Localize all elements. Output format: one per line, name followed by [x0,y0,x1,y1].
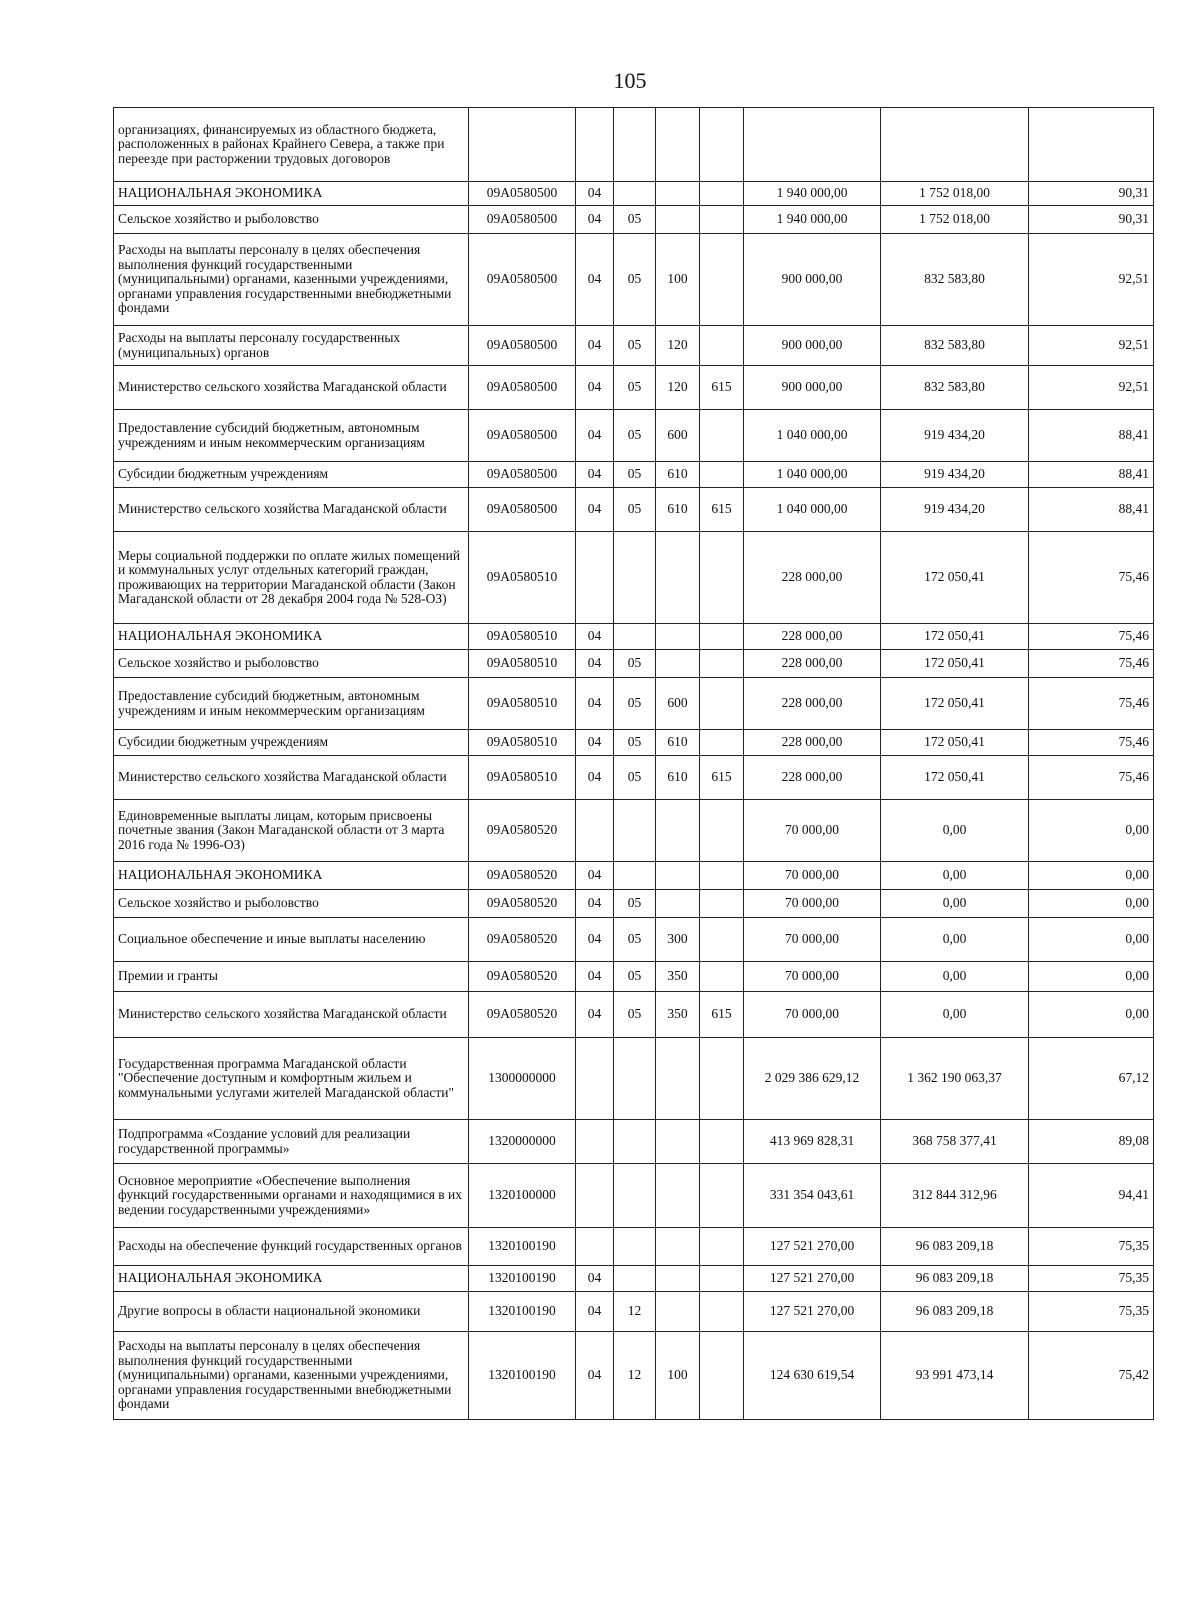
cell-vr: 610 [656,730,700,756]
cell-fact: 96 083 209,18 [881,1266,1029,1292]
table-row [114,992,1154,1038]
cell-gr [700,678,744,730]
cell-plan: 228 000,00 [744,756,881,800]
cell-rz: 04 [576,730,614,756]
cell-pct: 90,31 [1029,206,1154,234]
cell-rz: 04 [576,206,614,234]
cell-name: Сельское хозяйство и рыболовство [114,890,469,918]
cell-gr [700,624,744,650]
cell-pr: 05 [614,462,656,488]
cell-code: 09А0580500 [469,182,576,206]
cell-rz [576,1120,614,1164]
cell-code: 09А0580510 [469,756,576,800]
cell-vr [656,624,700,650]
table-row [114,206,1154,234]
cell-plan: 127 521 270,00 [744,1292,881,1332]
cell-gr [700,1120,744,1164]
cell-name: Основное мероприятие «Обеспечение выполнения функций государственными органами и находящимися в их ведении государственными учреждениями» [114,1164,469,1228]
cell-gr: 615 [700,756,744,800]
cell-pct [1029,108,1154,182]
cell-plan: 900 000,00 [744,234,881,326]
cell-pr [614,1266,656,1292]
cell-name: Социальное обеспечение и иные выплаты населению [114,918,469,962]
table-row [114,234,1154,326]
cell-rz: 04 [576,1292,614,1332]
cell-pr [614,1164,656,1228]
cell-rz [576,108,614,182]
cell-vr: 600 [656,678,700,730]
cell-name: Государственная программа Магаданской области "Обеспечение доступным и комфортным жильем и коммунальными услугами жителей Магаданской области" [114,1038,469,1120]
cell-vr [656,532,700,624]
cell-vr: 350 [656,992,700,1038]
cell-gr [700,730,744,756]
cell-gr [700,1038,744,1120]
cell-gr [700,410,744,462]
cell-code: 09А0580500 [469,488,576,532]
cell-pr: 05 [614,890,656,918]
cell-pr [614,862,656,890]
cell-name: Единовременные выплаты лицам, которым присвоены почетные звания (Закон Магаданской области от 3 марта 2016 года № 1996-ОЗ) [114,800,469,862]
cell-pct: 75,46 [1029,756,1154,800]
cell-pr [614,1120,656,1164]
table-row [114,800,1154,862]
table-row [114,918,1154,962]
cell-plan: 70 000,00 [744,962,881,992]
cell-code: 09А0580510 [469,532,576,624]
cell-code: 09А0580520 [469,862,576,890]
table-row [114,366,1154,410]
cell-fact: 919 434,20 [881,488,1029,532]
cell-fact: 1 752 018,00 [881,206,1029,234]
table-row [114,1266,1154,1292]
cell-plan: 70 000,00 [744,918,881,962]
cell-pr: 05 [614,992,656,1038]
cell-fact [881,108,1029,182]
cell-name: НАЦИОНАЛЬНАЯ ЭКОНОМИКА [114,1266,469,1292]
cell-vr: 120 [656,326,700,366]
cell-fact: 96 083 209,18 [881,1228,1029,1266]
cell-pr: 05 [614,678,656,730]
cell-fact: 919 434,20 [881,462,1029,488]
cell-plan: 228 000,00 [744,532,881,624]
cell-plan: 228 000,00 [744,678,881,730]
cell-pct: 75,46 [1029,624,1154,650]
cell-pct: 67,12 [1029,1038,1154,1120]
cell-code: 1320000000 [469,1120,576,1164]
cell-code [469,108,576,182]
cell-rz: 04 [576,992,614,1038]
cell-plan: 1 940 000,00 [744,182,881,206]
cell-pct: 88,41 [1029,488,1154,532]
cell-gr [700,800,744,862]
cell-code: 09А0580500 [469,326,576,366]
cell-fact: 1 752 018,00 [881,182,1029,206]
cell-rz: 04 [576,756,614,800]
cell-pr [614,182,656,206]
cell-pct: 89,08 [1029,1120,1154,1164]
cell-name: Подпрограмма «Создание условий для реализации государственной программы» [114,1120,469,1164]
cell-fact: 0,00 [881,862,1029,890]
cell-fact: 172 050,41 [881,532,1029,624]
cell-fact: 0,00 [881,962,1029,992]
page-number: 105 [613,68,647,93]
cell-rz: 04 [576,862,614,890]
cell-code: 1300000000 [469,1038,576,1120]
cell-vr [656,1038,700,1120]
cell-fact: 919 434,20 [881,410,1029,462]
cell-rz: 04 [576,624,614,650]
cell-vr [656,1120,700,1164]
cell-code: 09А0580510 [469,624,576,650]
cell-plan: 70 000,00 [744,890,881,918]
cell-code: 09А0580500 [469,410,576,462]
table-row [114,182,1154,206]
cell-plan: 127 521 270,00 [744,1266,881,1292]
cell-plan: 228 000,00 [744,730,881,756]
cell-fact: 0,00 [881,992,1029,1038]
cell-vr [656,650,700,678]
cell-pct: 75,46 [1029,730,1154,756]
cell-fact: 832 583,80 [881,234,1029,326]
cell-rz [576,1164,614,1228]
cell-vr [656,1292,700,1332]
cell-plan: 331 354 043,61 [744,1164,881,1228]
cell-vr [656,206,700,234]
cell-rz: 04 [576,1332,614,1420]
cell-gr [700,890,744,918]
cell-pr: 05 [614,410,656,462]
cell-code: 09А0580520 [469,890,576,918]
table-row [114,624,1154,650]
cell-rz: 04 [576,410,614,462]
table-row [114,730,1154,756]
cell-vr [656,1228,700,1266]
cell-rz: 04 [576,890,614,918]
cell-pr [614,108,656,182]
cell-gr [700,108,744,182]
cell-name: Предоставление субсидий бюджетным, автономным учреждениям и иным некоммерческим организациям [114,678,469,730]
cell-vr [656,862,700,890]
cell-name: Министерство сельского хозяйства Магаданской области [114,756,469,800]
cell-pct: 75,46 [1029,532,1154,624]
cell-plan: 900 000,00 [744,326,881,366]
cell-plan: 70 000,00 [744,800,881,862]
cell-fact: 96 083 209,18 [881,1292,1029,1332]
cell-pct: 75,46 [1029,650,1154,678]
cell-pct: 0,00 [1029,862,1154,890]
cell-rz: 04 [576,366,614,410]
cell-gr [700,326,744,366]
cell-fact: 0,00 [881,800,1029,862]
cell-gr [700,1266,744,1292]
cell-name: Министерство сельского хозяйства Магаданской области [114,366,469,410]
cell-plan: 1 940 000,00 [744,206,881,234]
cell-code: 09А0580500 [469,366,576,410]
cell-gr: 615 [700,488,744,532]
cell-rz: 04 [576,462,614,488]
cell-gr [700,462,744,488]
cell-pct: 0,00 [1029,890,1154,918]
cell-name: Сельское хозяйство и рыболовство [114,650,469,678]
cell-name: Сельское хозяйство и рыболовство [114,206,469,234]
cell-fact: 0,00 [881,890,1029,918]
cell-pct: 88,41 [1029,410,1154,462]
cell-pct: 92,51 [1029,326,1154,366]
cell-plan: 70 000,00 [744,862,881,890]
cell-pct: 94,41 [1029,1164,1154,1228]
table-row [114,532,1154,624]
table-row [114,890,1154,918]
cell-pr: 05 [614,918,656,962]
cell-pr [614,1038,656,1120]
cell-code: 1320100000 [469,1164,576,1228]
cell-pct: 75,35 [1029,1266,1154,1292]
cell-vr [656,182,700,206]
cell-code: 1320100190 [469,1266,576,1292]
cell-plan [744,108,881,182]
cell-fact: 312 844 312,96 [881,1164,1029,1228]
cell-name: НАЦИОНАЛЬНАЯ ЭКОНОМИКА [114,182,469,206]
cell-name: Расходы на выплаты персоналу в целях обеспечения выполнения функций государственными (муниципальными) органами, казенными учреждениями, органами управления государственными внебюджетными фондами [114,1332,469,1420]
cell-code: 1320100190 [469,1332,576,1420]
cell-fact: 832 583,80 [881,326,1029,366]
table-row [114,678,1154,730]
table-row [114,488,1154,532]
table-row [114,326,1154,366]
cell-plan: 127 521 270,00 [744,1228,881,1266]
cell-name: НАЦИОНАЛЬНАЯ ЭКОНОМИКА [114,624,469,650]
cell-gr: 615 [700,992,744,1038]
cell-pr: 12 [614,1332,656,1420]
cell-plan: 228 000,00 [744,650,881,678]
cell-code: 09А0580500 [469,234,576,326]
cell-name: Субсидии бюджетным учреждениям [114,730,469,756]
cell-pct: 75,42 [1029,1332,1154,1420]
cell-pr: 05 [614,730,656,756]
cell-code: 09А0580510 [469,730,576,756]
cell-gr [700,182,744,206]
cell-vr: 300 [656,918,700,962]
cell-rz: 04 [576,1266,614,1292]
cell-code: 1320100190 [469,1292,576,1332]
cell-pr: 05 [614,962,656,992]
cell-name: НАЦИОНАЛЬНАЯ ЭКОНОМИКА [114,862,469,890]
table-row [114,756,1154,800]
cell-fact: 832 583,80 [881,366,1029,410]
cell-pct: 0,00 [1029,800,1154,862]
cell-name: Министерство сельского хозяйства Магаданской области [114,992,469,1038]
cell-pr: 12 [614,1292,656,1332]
cell-rz: 04 [576,678,614,730]
cell-name: Премии и гранты [114,962,469,992]
cell-code: 09А0580520 [469,992,576,1038]
cell-name: Предоставление субсидий бюджетным, автономным учреждениям и иным некоммерческим организациям [114,410,469,462]
cell-fact: 1 362 190 063,37 [881,1038,1029,1120]
cell-gr: 615 [700,366,744,410]
cell-rz: 04 [576,234,614,326]
cell-rz [576,800,614,862]
cell-gr [700,650,744,678]
cell-pr [614,800,656,862]
cell-code: 09А0580510 [469,678,576,730]
cell-pr: 05 [614,234,656,326]
cell-fact: 172 050,41 [881,730,1029,756]
cell-plan: 1 040 000,00 [744,410,881,462]
cell-name: Расходы на обеспечение функций государственных органов [114,1228,469,1266]
cell-gr [700,918,744,962]
cell-pr [614,1228,656,1266]
cell-code: 09А0580500 [469,462,576,488]
cell-vr [656,800,700,862]
cell-vr [656,108,700,182]
cell-code: 1320100190 [469,1228,576,1266]
cell-pct: 0,00 [1029,992,1154,1038]
cell-gr [700,532,744,624]
cell-fact: 368 758 377,41 [881,1120,1029,1164]
cell-pct: 75,46 [1029,678,1154,730]
table-row [114,862,1154,890]
cell-pct: 88,41 [1029,462,1154,488]
cell-vr: 600 [656,410,700,462]
cell-rz: 04 [576,918,614,962]
table-row [114,1038,1154,1120]
cell-plan: 2 029 386 629,12 [744,1038,881,1120]
cell-code: 09А0580520 [469,918,576,962]
cell-gr [700,234,744,326]
cell-fact: 0,00 [881,918,1029,962]
cell-name: Расходы на выплаты персоналу в целях обеспечения выполнения функций государственными (муниципальными) органами, казенными учреждениями, органами управления государственными внебюджетными фондами [114,234,469,326]
cell-plan: 228 000,00 [744,624,881,650]
table-row [114,1228,1154,1266]
table-row [114,1164,1154,1228]
cell-fact: 172 050,41 [881,678,1029,730]
cell-pct: 92,51 [1029,366,1154,410]
cell-pct: 90,31 [1029,182,1154,206]
table-row [114,650,1154,678]
cell-pct: 0,00 [1029,962,1154,992]
cell-pr: 05 [614,756,656,800]
cell-code: 09А0580510 [469,650,576,678]
cell-fact: 172 050,41 [881,756,1029,800]
table-row [114,410,1154,462]
cell-pr [614,624,656,650]
cell-fact: 172 050,41 [881,624,1029,650]
table-row [114,1120,1154,1164]
cell-gr [700,1228,744,1266]
cell-pct: 0,00 [1029,918,1154,962]
cell-plan: 70 000,00 [744,992,881,1038]
cell-rz: 04 [576,182,614,206]
cell-pr: 05 [614,650,656,678]
table-row [114,1332,1154,1420]
cell-vr: 120 [656,366,700,410]
cell-plan: 124 630 619,54 [744,1332,881,1420]
cell-pct: 92,51 [1029,234,1154,326]
cell-pr: 05 [614,366,656,410]
budget-table [113,107,1154,1420]
cell-vr: 610 [656,488,700,532]
cell-plan: 413 969 828,31 [744,1120,881,1164]
cell-name: Расходы на выплаты персоналу государственных (муниципальных) органов [114,326,469,366]
cell-fact: 172 050,41 [881,650,1029,678]
cell-rz [576,1038,614,1120]
cell-rz: 04 [576,326,614,366]
cell-vr: 350 [656,962,700,992]
cell-vr: 100 [656,1332,700,1420]
cell-pr: 05 [614,488,656,532]
table-row [114,1292,1154,1332]
cell-rz [576,1228,614,1266]
cell-plan: 1 040 000,00 [744,488,881,532]
cell-name: Министерство сельского хозяйства Магаданской области [114,488,469,532]
cell-code: 09А0580520 [469,800,576,862]
cell-code: 09А0580520 [469,962,576,992]
cell-gr [700,1292,744,1332]
cell-rz: 04 [576,488,614,532]
budget-table-body [114,108,1154,1420]
cell-gr [700,1332,744,1420]
cell-gr [700,862,744,890]
cell-pr [614,532,656,624]
cell-pct: 75,35 [1029,1228,1154,1266]
cell-fact: 93 991 473,14 [881,1332,1029,1420]
cell-pct: 75,35 [1029,1292,1154,1332]
cell-vr [656,1164,700,1228]
cell-pr: 05 [614,206,656,234]
cell-name: Меры социальной поддержки по оплате жилых помещений и коммунальных услуг отдельных категорий граждан, проживающих на территории Магаданской области (Закон Магаданской области от 28 декабря 2004 года № 528-ОЗ) [114,532,469,624]
table-row [114,462,1154,488]
cell-rz: 04 [576,650,614,678]
cell-name: Другие вопросы в области национальной экономики [114,1292,469,1332]
cell-plan: 900 000,00 [744,366,881,410]
cell-code: 09А0580500 [469,206,576,234]
cell-gr [700,206,744,234]
cell-vr: 610 [656,756,700,800]
table-row [114,108,1154,182]
cell-gr [700,962,744,992]
cell-name: организациях, финансируемых из областного бюджета, расположенных в районах Крайнего Севера, а также при переезде при расторжении трудовых договоров [114,108,469,182]
cell-plan: 1 040 000,00 [744,462,881,488]
cell-vr: 100 [656,234,700,326]
cell-rz: 04 [576,962,614,992]
cell-vr [656,1266,700,1292]
cell-vr [656,890,700,918]
table-row [114,962,1154,992]
cell-pr: 05 [614,326,656,366]
cell-vr: 610 [656,462,700,488]
cell-rz [576,532,614,624]
cell-gr [700,1164,744,1228]
cell-name: Субсидии бюджетным учреждениям [114,462,469,488]
